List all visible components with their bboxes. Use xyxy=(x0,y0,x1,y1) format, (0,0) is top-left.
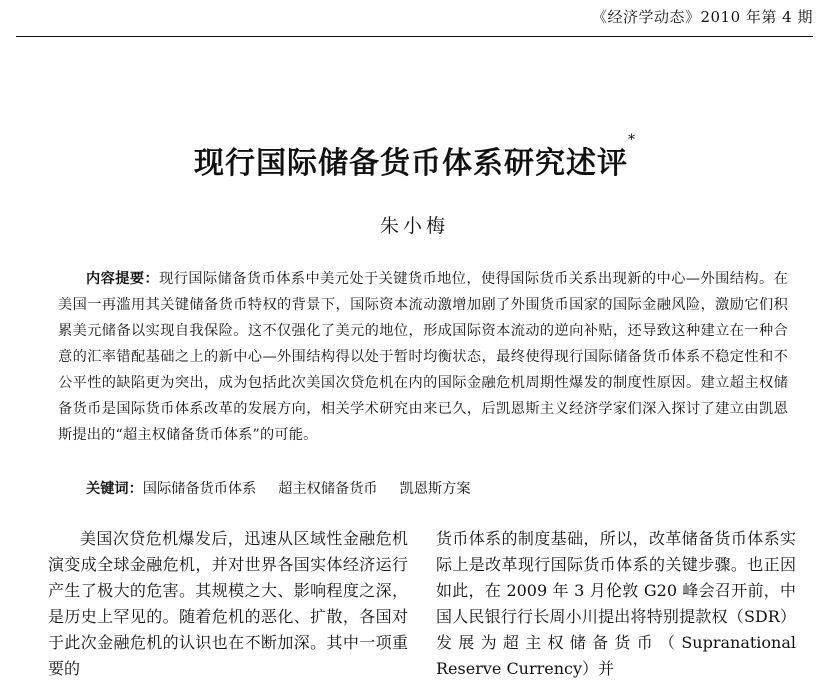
abstract xyxy=(58,266,788,448)
abstract-label: 内容提要： xyxy=(86,271,160,287)
author-name: 朱小梅 xyxy=(379,215,449,237)
body-left-column: 美国次贷危机爆发后，迅速从区域性金融危机演变成全球金融危机，并对世界各国实体经济运行产生了极大的危害。其规模之大、影响程度之深，是历史上罕见的。随着危机的恶化、扩散，各国对于此次金融危机的认识也在不断加深。其中一项重要的 xyxy=(48,529,408,678)
header-rule xyxy=(16,36,813,37)
keyword-item: 国际储备货币体系 xyxy=(142,481,257,497)
body-right-column: 货币体系的制度基础，所以，改革储备货币体系实际上是改革现行国际货币体系的关键步骤。也正因如此，在 2009 年 3 月伦敦 G20 峰会召开前，中国人民银行行长周小川提出将特别提款权（SDR）发展为超主权储备货币（Supranational Reserve Currency）并 xyxy=(436,529,796,678)
keyword-item: 超主权储备货币 xyxy=(278,481,378,497)
title-block xyxy=(0,132,829,182)
keywords xyxy=(86,478,493,498)
keywords-label: 关键词： xyxy=(86,481,143,497)
journal-header: 《经济学动态》2010 年第 4 期 xyxy=(591,8,813,26)
abstract-text: 现行国际储备货币体系中美元处于关键货币地位，使得国际货币关系出现新的中心—外围结构。在美国一再滥用其关键储备货币特权的背景下，国际资本流动激增加剧了外围货币国家的国际金融风险，激励它们积累美元储备以实现自我保险。这不仅强化了美元的地位，形成国际资本流动的逆向补贴，还导致这种建立在一种合意的汇率错配基础之上的新中心—外围结构得以处于暂时均衡状态，最终使得现行国际储备货币体系不稳定性和不公平性的缺陷更为突出，成为包括此次美国次贷危机在内的国际金融危机周期性爆发的制度性原因。建立超主权储备货币是国际货币体系改革的发展方向，相关学术研究由来已久，后凯恩斯主义经济学家们深入探讨了建立由凯恩斯提出的“超主权储备货币体系”的可能。 xyxy=(58,271,788,443)
article-title: 现行国际储备货币体系研究述评 xyxy=(194,146,628,181)
keyword-item: 凯恩斯方案 xyxy=(399,481,471,497)
title-footnote-mark: * xyxy=(628,132,635,148)
